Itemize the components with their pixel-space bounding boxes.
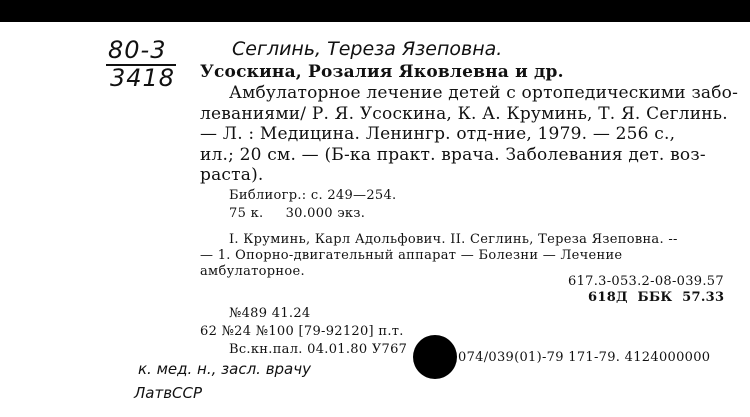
title-line-4: ил.; 20 см. — (Б-ка практ. врача. Заболевания дет. воз- xyxy=(200,145,706,165)
bibliography-note: Библиогр.: с. 249—254. xyxy=(229,188,397,203)
print-line: 62 №24 №100 [79-92120] п.т. xyxy=(200,324,404,339)
bbk-number: 618Д ББК 57.33 xyxy=(588,290,725,305)
udc-number: 617.3-053.2-08-039.57 xyxy=(568,274,724,289)
handwritten-author: Сеглинь, Тереза Язеповна. xyxy=(232,38,503,60)
title-line-2: леваниями/ Р. Я. Усоскина, К. А. Круминь, Т. Я. Сеглинь. xyxy=(200,104,728,124)
title-line-5: раста). xyxy=(200,165,264,185)
shelf-mark-top: 80-3 xyxy=(108,36,167,64)
tracing-line-2: — 1. Опорно-двигательный аппарат — Болезни — Лечение xyxy=(200,248,623,263)
title-line-3: — Л. : Медицина. Ленингр. отд-ние, 1979. — 256 с., xyxy=(200,124,676,144)
tracing-line-3: амбулаторное. xyxy=(200,264,305,279)
book-chamber-line: Вс.кн.пал. 04.01.80 У767 xyxy=(229,342,408,357)
order-number: №489 41.24 xyxy=(229,306,311,321)
tracing-line-1: I. Круминь, Карл Адольфович. II. Сеглинь, Тереза Язеповна. -- xyxy=(229,232,678,247)
bottom-code: 074/039(01)-79 171-79. 4124000000 xyxy=(458,350,711,365)
handwritten-note-1: к. мед. н., засл. врачу xyxy=(138,360,311,378)
author-heading: Усоскина, Розалия Яковлевна и др. xyxy=(200,62,564,82)
scan-background xyxy=(0,0,86,22)
shelf-mark-bottom: 3418 xyxy=(110,64,176,92)
punch-hole xyxy=(413,335,457,379)
handwritten-note-2: ЛатвССР xyxy=(134,384,203,402)
title-line-1: Амбулаторное лечение детей с ортопедическими забо- xyxy=(229,83,739,103)
price-and-copies: 75 к. 30.000 экз. xyxy=(229,206,366,221)
card-left-edge xyxy=(0,0,86,417)
